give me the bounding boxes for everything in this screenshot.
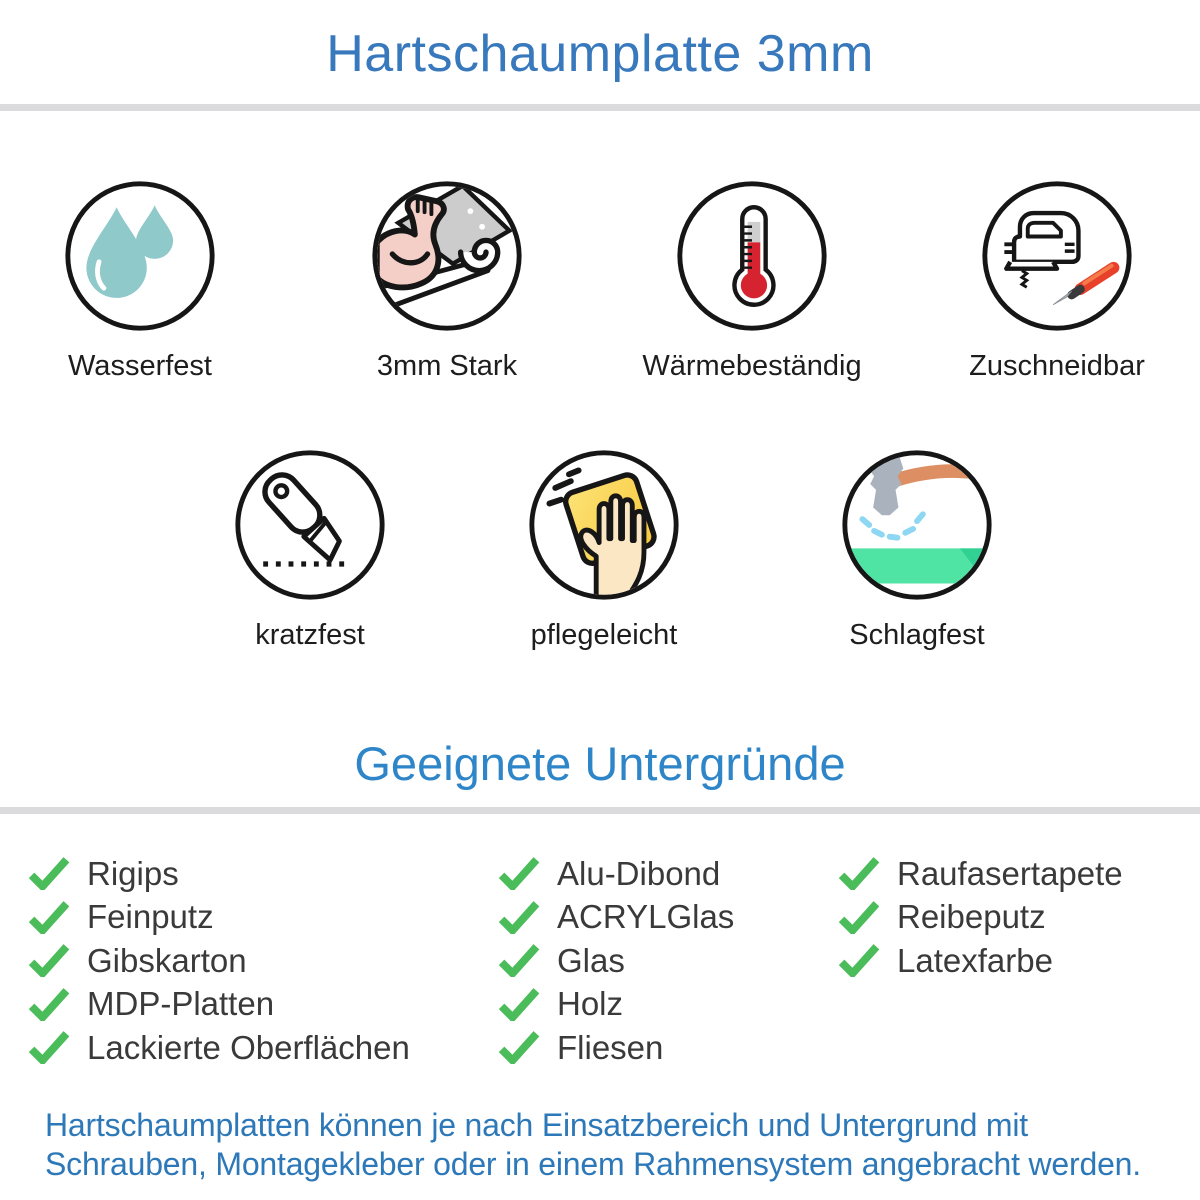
substrate-item [498,852,734,896]
footer-line: Schrauben, Montagekleber oder in einem Rahmensystem angebracht werden. [45,1145,1141,1182]
feature-schlagfest [767,447,1067,652]
substrate-label: Glas [557,941,625,979]
flexed-arm-board-icon [369,178,525,334]
hand-cloth-icon [526,447,682,603]
substrate-label: Alu-Dibond [557,854,721,892]
footer-line: Hartschaumplatten können je nach Einsatzbereich und Untergrund mit [45,1107,1028,1143]
check-icon [28,944,70,977]
substrate-column-2 [498,852,734,1070]
check-icon [28,1031,70,1064]
feature-pflegeleicht [454,447,754,652]
substrate-label: MDP-Platten [87,985,275,1023]
feature-wasserfest [0,178,290,383]
check-icon [498,901,540,934]
check-icon [838,944,880,977]
substrate-label: Holz [557,985,624,1023]
substrate-column-3 [838,852,1123,983]
substrate-item [498,983,734,1027]
feature-label: pflegeleicht [530,619,678,651]
divider-top [0,104,1200,111]
substrate-label: Feinputz [87,898,214,936]
feature-waermebestaendig [602,178,902,383]
substrate-label: Reibeputz [897,898,1046,936]
feature-3mm-stark [297,178,597,383]
substrate-item [28,852,410,896]
page-title: Hartschaumplatte 3mm [326,25,874,83]
check-icon [498,857,540,890]
substrate-column-1 [28,852,410,1070]
substrate-item [498,896,734,940]
substrate-item [838,852,1123,896]
substrate-item [838,896,1123,940]
jigsaw-knife-icon [979,178,1135,334]
substrate-label: ACRYLGlas [557,898,735,936]
feature-label: Zuschneidbar [969,350,1145,382]
check-icon [28,901,70,934]
substrate-item [498,939,734,983]
check-icon [28,857,70,890]
thermometer-icon [674,178,830,334]
utility-knife-icon [232,447,388,603]
section-title: Geeignete Untergründe [354,737,846,790]
feature-label: kratzfest [255,619,365,651]
check-icon [838,901,880,934]
substrate-item [28,939,410,983]
substrate-label: Gibskarton [87,941,247,979]
feature-label: Wasserfest [68,350,212,382]
check-icon [498,988,540,1021]
substrate-label: Fliesen [557,1028,664,1066]
check-icon [838,857,880,890]
substrate-label: Lackierte Oberflächen [87,1028,410,1066]
check-icon [28,988,70,1021]
substrate-label: Rigips [87,854,179,892]
feature-kratzfest [160,447,460,652]
substrate-item [28,983,410,1027]
footer-text [45,1106,1175,1183]
substrate-item [28,1026,410,1070]
check-icon [498,944,540,977]
hammer-impact-icon [839,447,995,603]
substrate-label: Raufasertapete [897,854,1123,892]
feature-label: Schlagfest [849,619,985,651]
substrate-item [28,896,410,940]
feature-zuschneidbar [907,178,1200,383]
check-icon [498,1031,540,1064]
substrate-label: Latexfarbe [897,941,1053,979]
substrate-item [838,939,1123,983]
water-drops-icon [62,178,218,334]
substrate-item [498,1026,734,1070]
feature-label: 3mm Stark [376,350,518,382]
divider-middle [0,807,1200,814]
feature-label: Wärmebeständig [642,350,862,382]
